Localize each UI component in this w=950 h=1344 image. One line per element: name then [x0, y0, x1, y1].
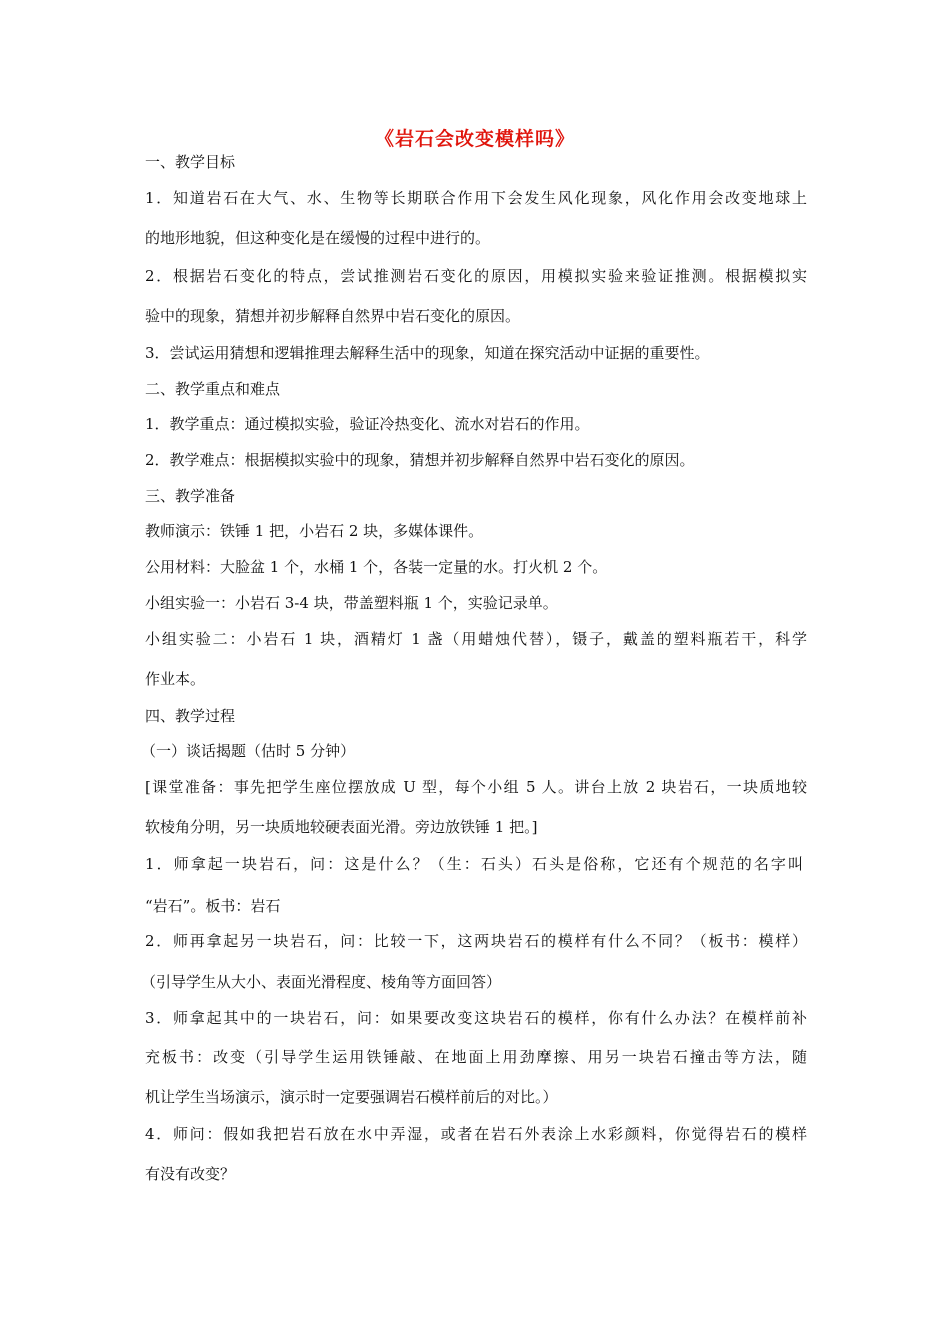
paragraph-line: “岩石”。板书：岩石 [145, 897, 281, 915]
paragraph-line: 1．知道岩石在大气、水、生物等长期联合作用下会发生风化现象，风化作用会改变地球上 [145, 189, 807, 207]
paragraph-line: 2．教学难点：根据模拟实验中的现象，猜想并初步解释自然界中岩石变化的原因。 [145, 451, 695, 469]
paragraph-line: 公用材料：大脸盆 1 个，水桶 1 个，各装一定量的水。打火机 2 个。 [145, 558, 608, 576]
paragraph-line: 2．师再拿起另一块岩石，问：比较一下，这两块岩石的模样有什么不同？（板书：模样） [145, 932, 807, 950]
subsection-heading: （一）谈话揭题（估时 5 分钟） [141, 742, 356, 760]
paragraph-line: 作业本。 [145, 670, 206, 688]
paragraph-line: 小组实验一：小岩石 3-4 块，带盖塑料瓶 1 个，实验记录单。 [145, 594, 558, 612]
paragraph-line: 3．师拿起其中的一块岩石，问：如果要改变这块岩石的模样，你有什么办法？在模样前补 [145, 1009, 807, 1027]
section-heading: 二、教学重点和难点 [145, 380, 281, 398]
paragraph-line: 的地形地貌，但这种变化是在缓慢的过程中进行的。 [145, 229, 491, 247]
section-heading: 一、教学目标 [145, 153, 236, 171]
paragraph-line: [课堂准备：事先把学生座位摆放成 U 型，每个小组 5 人。讲台上放 2 块岩石，一块质地较 [145, 778, 807, 796]
paragraph-line: （引导学生从大小、表面光滑程度、棱角等方面回答） [141, 973, 502, 991]
paragraph-line: 充板书：改变（引导学生运用铁锤敲、在地面上用劲摩擦、用另一块岩石撞击等方法，随 [145, 1048, 807, 1066]
paragraph-line: 有没有改变？ [145, 1165, 236, 1183]
paragraph-line: 软棱角分明，另一块质地较硬表面光滑。旁边放铁锤 1 把。] [145, 818, 538, 836]
paragraph-line: 4．师问：假如我把岩石放在水中弄湿，或者在岩石外表涂上水彩颜料，你觉得岩石的模样 [145, 1125, 807, 1143]
section-heading: 四、教学过程 [145, 707, 236, 725]
section-heading: 三、教学准备 [145, 487, 236, 505]
paragraph-line: 3．尝试运用猜想和逻辑推理去解释生活中的现象，知道在探究活动中证据的重要性。 [145, 344, 710, 362]
paragraph-line: 小组实验二：小岩石 1 块，酒精灯 1 盏（用蜡烛代替），镊子，戴盖的塑料瓶若干，科学 [145, 630, 807, 648]
document-title: 《岩石会改变模样吗》 [374, 128, 575, 150]
paragraph-line: 验中的现象，猜想并初步解释自然界中岩石变化的原因。 [145, 307, 521, 325]
paragraph-line: 2．根据岩石变化的特点，尝试推测岩石变化的原因，用模拟实验来验证推测。根据模拟实 [145, 267, 807, 285]
paragraph-line: 机让学生当场演示，演示时一定要强调岩石模样前后的对比。） [145, 1088, 558, 1106]
paragraph-line: 1．师拿起一块岩石，问：这是什么？（生：石头）石头是俗称，它还有个规范的名字叫 [145, 855, 803, 873]
paragraph-line: 教师演示：铁锤 1 把，小岩石 2 块，多媒体课件。 [145, 522, 484, 540]
paragraph-line: 1．教学重点：通过模拟实验，验证冷热变化、流水对岩石的作用。 [145, 415, 590, 433]
